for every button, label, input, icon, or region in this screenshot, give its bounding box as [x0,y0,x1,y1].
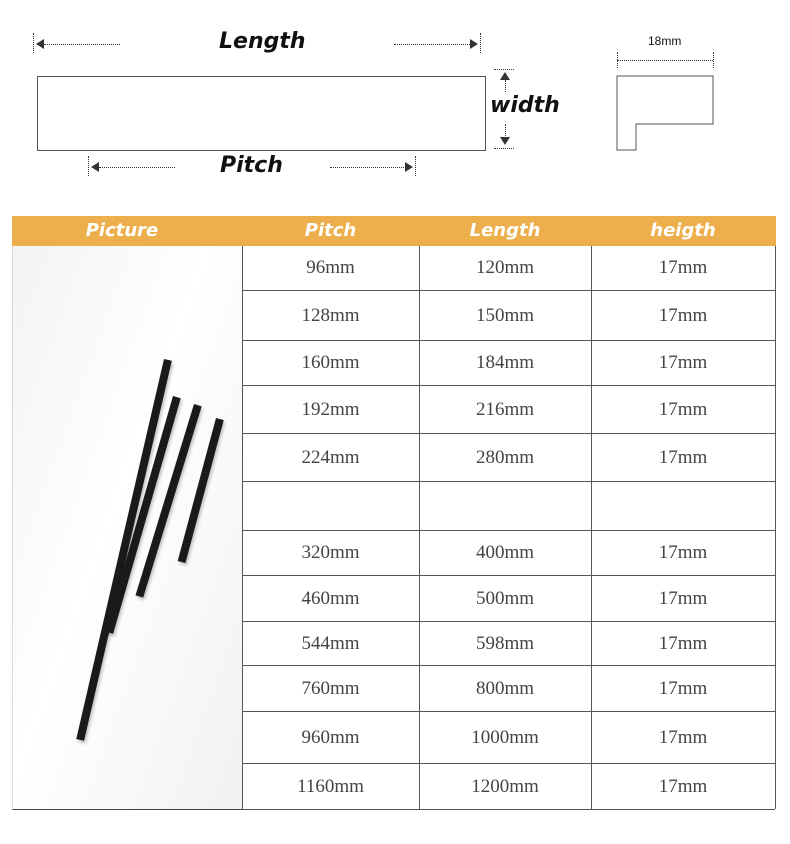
pitch-cell: 760mm [301,677,360,699]
height-cell: 17mm [658,446,708,468]
width-bottom-tick [494,148,514,149]
height-cell [591,482,775,530]
table-row [242,666,775,712]
header-pitch: Pitch [304,220,357,241]
header-height: heigth [650,220,716,241]
arrow-down-icon [500,137,510,145]
length-cell: 400mm [475,542,535,563]
length-cell: 120mm [475,257,535,278]
pitch-cell: 544mm [301,632,360,654]
table-row [242,386,775,434]
length-left-tick [33,33,34,53]
length-cell: 184mm [475,352,535,373]
arrow-up-icon [500,72,510,80]
column-divider [775,246,776,809]
handle-profile-shape [616,75,716,153]
pitch-cell [242,482,419,530]
header-length: Length [469,220,541,241]
handle-bar-image [105,396,180,634]
length-cell: 1200mm [471,775,539,797]
table-row [242,712,775,764]
width-top-tick [494,69,514,70]
width-dotted-line-top [505,80,506,92]
profile-width-label: 18mm [648,34,682,48]
width-label: width [490,93,560,118]
handle-outline-rectangle [37,76,486,151]
pitch-dotted-line-left [99,167,175,168]
table-row [242,531,775,576]
table-row [242,576,775,622]
table-row [242,622,775,666]
table-row [242,764,775,810]
pitch-cell: 96mm [306,257,355,278]
length-cell: 150mm [475,304,535,326]
pitch-cell: 128mm [301,304,360,326]
height-cell: 17mm [658,726,708,748]
pitch-cell: 960mm [301,726,360,748]
height-cell: 17mm [658,398,708,420]
pitch-cell: 192mm [301,398,360,420]
height-cell: 17mm [658,257,708,278]
pitch-cell: 224mm [301,446,360,468]
height-cell: 17mm [658,632,708,654]
length-cell: 500mm [475,587,535,609]
height-cell: 17mm [658,304,708,326]
column-divider [419,246,420,809]
height-cell: 17mm [658,542,708,563]
product-picture [12,246,243,810]
table-row [242,434,775,482]
arrow-right-icon [405,162,413,172]
pitch-cell: 1160mm [297,775,364,797]
length-cell: 216mm [475,398,535,420]
pitch-left-tick [88,156,89,176]
pitch-cell: 160mm [301,352,360,373]
height-cell: 17mm [658,587,708,609]
length-cell: 598mm [475,632,535,654]
length-cell: 1000mm [471,726,539,748]
pitch-cell: 460mm [301,587,360,609]
pitch-cell: 320mm [301,542,360,563]
arrow-left-icon [36,39,44,49]
profile-right-tick [713,52,714,68]
length-cell: 280mm [475,446,535,468]
table-header [12,216,776,246]
height-cell: 17mm [658,775,708,797]
length-cell: 800mm [475,677,535,699]
length-dotted-line-right [394,44,470,45]
table-row [242,246,775,291]
pitch-dotted-line-right [330,167,406,168]
header-picture: Picture [85,220,159,241]
length-dotted-line-left [44,44,120,45]
arrow-right-icon [470,39,478,49]
length-label: Length [219,29,306,54]
table-row [242,341,775,386]
pitch-label: Pitch [220,153,283,178]
height-cell: 17mm [658,352,708,373]
length-cell [419,482,591,530]
width-dotted-line-bottom [505,124,506,136]
column-divider [242,246,243,809]
height-cell: 17mm [658,677,708,699]
length-right-tick [480,33,481,53]
column-divider [591,246,592,809]
pitch-right-tick [415,156,416,176]
profile-dotted-line [617,60,713,61]
arrow-left-icon [91,162,99,172]
table-row [242,482,775,531]
table-row [242,291,775,341]
